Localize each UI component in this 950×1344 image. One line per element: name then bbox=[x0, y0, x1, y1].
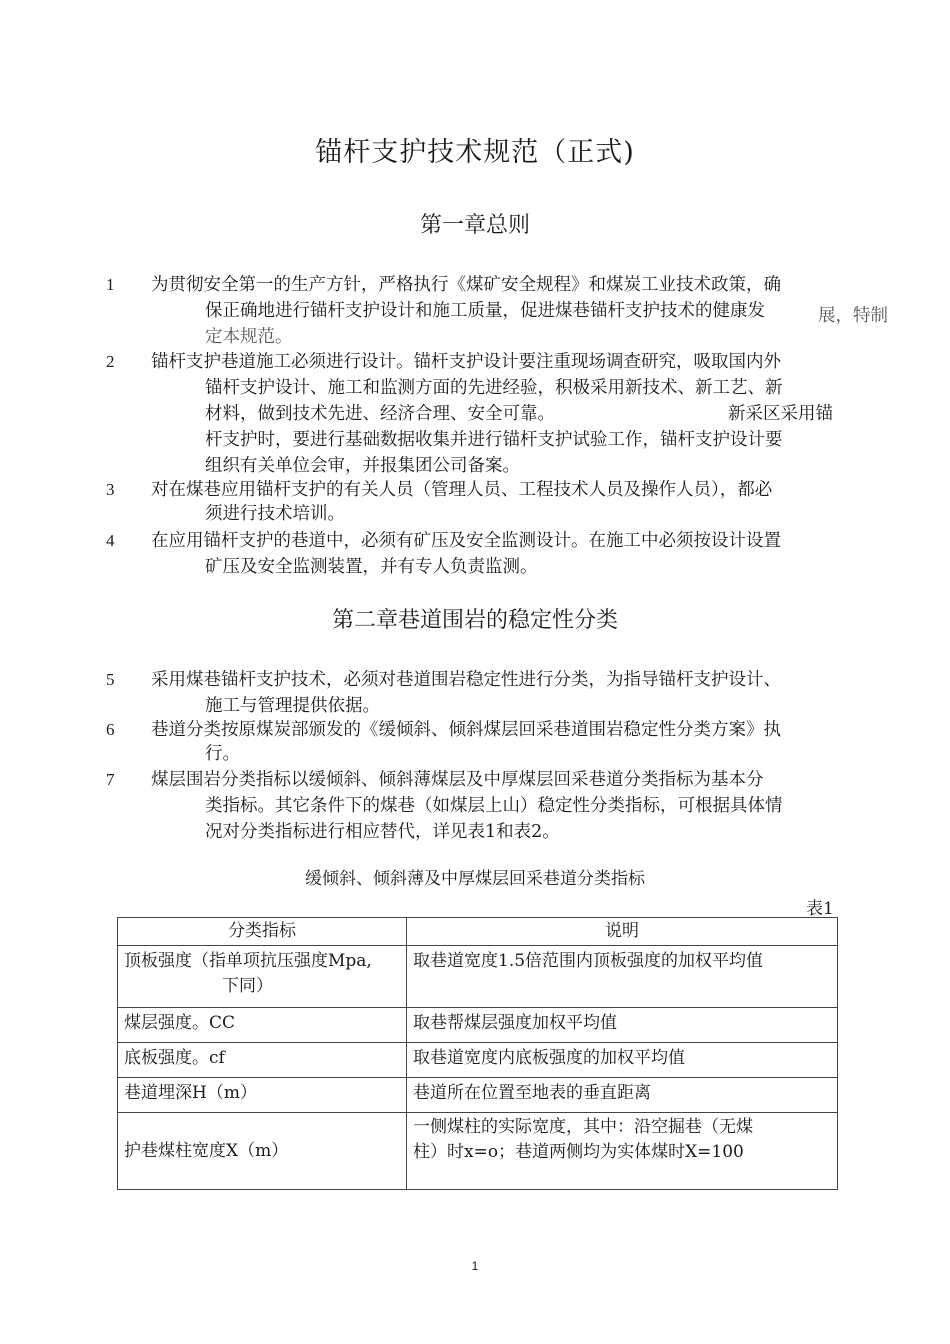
table-cell-desc: 取巷道宽度内底板强度的加权平均值 bbox=[407, 1043, 838, 1078]
article-line: 为贯彻安全第一的生产方针，严格执行《煤矿安全规程》和煤炭工业技术政策，确 bbox=[151, 275, 781, 295]
table-cell-index: 巷道埋深H（m） bbox=[118, 1078, 407, 1113]
article-line: 须进行技术培训。 bbox=[205, 504, 345, 524]
article-line: 巷道分类按原煤炭部颁发的《缓倾斜、倾斜煤层回采巷道围岩稳定性分类方案》执 bbox=[151, 720, 781, 740]
article-line: 类指标。其它条件下的煤巷（如煤层上山）稳定性分类指标，可根据具体情 bbox=[205, 796, 783, 816]
classification-table bbox=[117, 917, 838, 1190]
table-row bbox=[118, 1078, 838, 1113]
article-line: 矿压及安全监测装置，并有专人负责监测。 bbox=[205, 557, 538, 577]
table-header-cell: 说明 bbox=[407, 918, 838, 946]
article-number: 1 bbox=[106, 275, 115, 294]
cell-line: 一侧煤柱的实际宽度，其中：沿空掘巷（无煤 bbox=[413, 1117, 753, 1137]
article-line: 保正确地进行锚杆支护设计和施工质量，促进煤巷锚杆支护技术的健康发 bbox=[205, 301, 765, 321]
table-cell-index: 煤层强度。CC bbox=[118, 1008, 407, 1043]
table-label: 表1 bbox=[806, 899, 834, 919]
article-small-text: 展，特制 bbox=[818, 306, 888, 326]
table-row bbox=[118, 946, 838, 1008]
table-cell-index: 护巷煤柱宽度X（m） bbox=[118, 1113, 407, 1190]
table-header-cell: 分类指标 bbox=[118, 918, 407, 946]
article-number: 3 bbox=[106, 480, 115, 499]
table-cell-desc: 取巷帮煤层强度加权平均值 bbox=[407, 1008, 838, 1043]
article-line: 况对分类指标进行相应替代，详见表1和表2。 bbox=[205, 822, 560, 842]
article-number: 2 bbox=[106, 352, 115, 371]
page-number: 1 bbox=[471, 1259, 479, 1273]
table-caption: 缓倾斜、倾斜薄及中厚煤层回采巷道分类指标 bbox=[305, 869, 645, 889]
table-cell-index: 底板强度。cf bbox=[118, 1043, 407, 1078]
article-line: 对在煤巷应用锚杆支护的有关人员（管理人员、工程技术人员及操作人员），都必 bbox=[151, 480, 773, 500]
article-line: 锚杆支护巷道施工必须进行设计。锚杆支护设计要注重现场调查研究，吸取国内外 bbox=[151, 352, 781, 372]
cell-line: 下同） bbox=[222, 976, 273, 996]
chapter-1-heading: 第一章总则 bbox=[419, 213, 530, 238]
article-line: 组织有关单位会审，并报集团公司备案。 bbox=[205, 456, 520, 476]
document-title: 锚杆支护技术规范（正式) bbox=[315, 137, 635, 168]
chapter-2-heading: 第二章巷道围岩的稳定性分类 bbox=[331, 608, 618, 633]
article-line: 施工与管理提供依据。 bbox=[205, 696, 380, 716]
cell-line: 柱）时x=o；巷道两侧均为实体煤时X=100 bbox=[413, 1142, 744, 1162]
article-line: 采用煤巷锚杆支护技术，必须对巷道围岩稳定性进行分类，为指导锚杆支护设计、 bbox=[151, 670, 781, 690]
table-cell-desc: 巷道所在位置至地表的垂直距离 bbox=[407, 1078, 838, 1113]
article-line: 锚杆支护设计、施工和监测方面的先进经验，积极采用新技术、新工艺、新 bbox=[205, 378, 783, 398]
article-line: 行。 bbox=[205, 744, 240, 764]
article-line: 煤层围岩分类指标以缓倾斜、倾斜薄煤层及中厚煤层回采巷道分类指标为基本分 bbox=[151, 770, 764, 790]
article-line: 新采区采用锚 bbox=[728, 404, 833, 424]
article-number: 6 bbox=[106, 720, 115, 739]
article-number: 7 bbox=[106, 770, 115, 789]
table-row bbox=[118, 1008, 838, 1043]
article-line: 在应用锚杆支护的巷道中，必须有矿压及安全监测设计。在施工中必须按设计设置 bbox=[151, 531, 781, 551]
cell-line: 顶板强度（指单项抗压强度Mpa, bbox=[124, 951, 372, 971]
table-row bbox=[118, 1113, 838, 1190]
table-cell-desc bbox=[407, 1113, 838, 1190]
table-header-row bbox=[118, 918, 838, 946]
article-line: 材料，做到技术先进、经济合理、安全可靠。 bbox=[205, 404, 555, 424]
table-row bbox=[118, 1043, 838, 1078]
article-small-text: 定本规范。 bbox=[205, 327, 293, 347]
article-number: 4 bbox=[106, 531, 115, 550]
article-number: 5 bbox=[106, 670, 115, 689]
article-line: 杆支护时，要进行基础数据收集并进行锚杆支护试验工作，锚杆支护设计要 bbox=[205, 430, 783, 450]
table-cell-desc: 取巷道宽度1.5倍范围内顶板强度的加权平均值 bbox=[407, 946, 838, 1008]
table-cell-index bbox=[118, 946, 407, 1008]
